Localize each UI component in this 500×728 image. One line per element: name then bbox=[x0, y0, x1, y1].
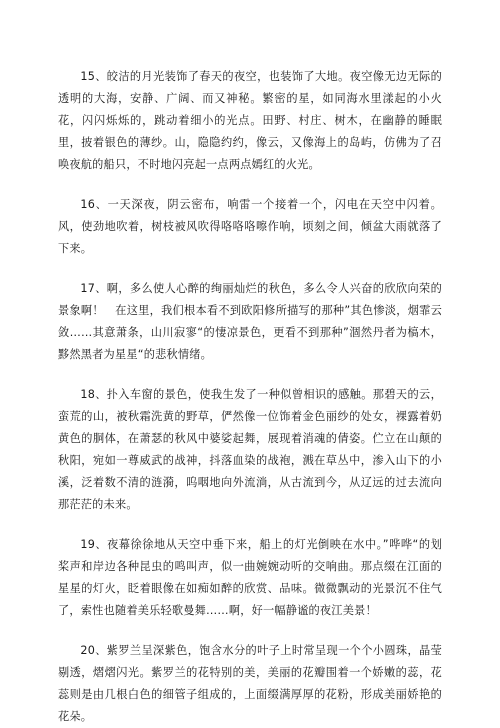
paragraph-20: 20、紫罗兰呈深紫色，饱含水分的叶子上时常呈现一个个小圆珠，晶莹剔透，熠熠闪光。紫罗兰的花特别的美，美丽的花瓣围着一个娇嫩的蕊，花蕊则是由几根白色的细管子组成的，上面缀满厚厚的花粉，形成美丽娇艳的花朵。 bbox=[58, 644, 442, 723]
document-body bbox=[58, 66, 442, 728]
paragraph-19: 19、夜幕徐徐地从天空中垂下来，船上的灯光倒映在水中。”哗哗“的划桨声和岸边各种昆虫的鸣叫声，似一曲婉婉动听的交响曲。那点缀在江面的星星的灯火，眨着眼像在如痴如醉的欣赏、品味。微微飘动的光景沉不住气了，索性也随着美乐轻歌曼舞……啊，好一幅静谧的夜江美景！ bbox=[58, 538, 442, 617]
paragraph-17: 17、啊，多么使人心醉的绚丽灿烂的秋色，多么令人兴奋的欣欣向荣的景象啊！ 在这里，我们根本看不到欧阳修所描写的那种”其色惨淡，烟霏云敛……其意萧条，山川寂寥“的悽凉景色，更看不到那种”涸然丹者为槁木，黟然黑者为星星“的悲秋情绪。 bbox=[58, 282, 442, 361]
paragraph-16: 16、一天深夜，阴云密布，响雷一个接着一个，闪电在天空中闪着。风，使劲地吹着，树枝被风吹得咯咯咯嚓作响，顷刻之间，倾盆大雨就落了下来。 bbox=[58, 198, 442, 255]
paragraph-15: 15、皎洁的月光装饰了春天的夜空，也装饰了大地。夜空像无边无际的透明的大海，安静、广阔、而又神秘。繁密的星，如同海水里漾起的小火花，闪闪烁烁的，跳动着细小的光点。田野、村庄、树木，在幽静的睡眠里，披着银色的薄纱。山，隐隐约约，像云，又像海上的岛屿，仿佛为了召唤夜航的船只，不时地闪亮起一点两点嫣红的火光。 bbox=[58, 70, 442, 171]
paragraph-18: 18、扑入车窗的景色，使我生发了一种似曾相识的感触。那碧天的云，蛮荒的山，被秋霜洗黄的野草，俨然像一位饰着金色丽纱的处女，裸露着奶黄色的胴体，在萧瑟的秋风中婆娑起舞，展现着消魂的倩姿。伫立在山颠的秋阳，宛如一尊威武的战神，抖落血染的战袍，溅在草丛中，渗入山下的小溪，泛着数不清的涟漪，呜咽地向外流淌，从古流到今，从辽远的过去流向那茫茫的未来。 bbox=[58, 388, 442, 511]
